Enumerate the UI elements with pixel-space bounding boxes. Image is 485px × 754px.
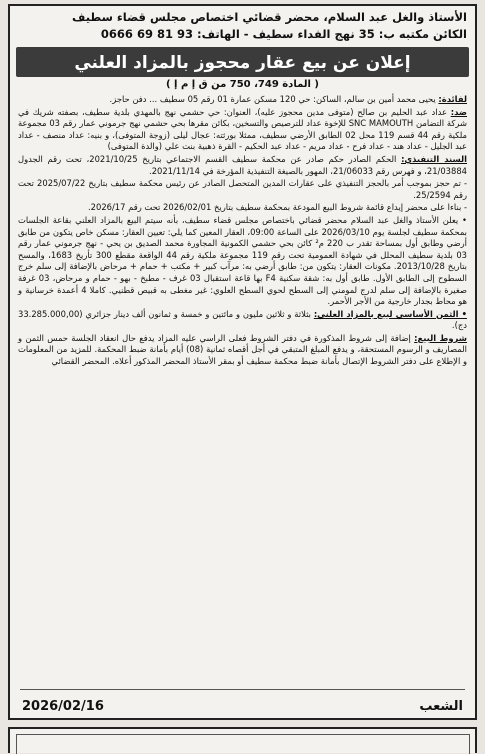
paragraph-auction-announcement — [18, 215, 467, 308]
paragraph-label: شروط البيع: — [414, 332, 467, 343]
footer — [10, 699, 475, 714]
paragraph-text: إضافة إلى شروط المذكورة في دفتر الشروط فعلى الراسي عليه المزاد يدفع حال انعقاد الجلسة حمس الثمن و المصاريف و الرسوم المستحقة، و يدفع المبلغ المتبقي في أجل أقصاه ثمانية (08) أيام بأمانة ضبط المحكمة. للمزيد من المعلومات و الإطلاع على دفتر الشروط الإتصال بأمانة ضبط محكمة سطيف أو بمقر الأستاذ المحضر المذكور أعلاه. المحضر القضائي — [18, 332, 468, 367]
paragraph-text: - تم حجز بموجب أمر بالحجز التنفيذي على عقارات المدين المتحصل الصادر عن رئيس محكمة سطيف بتاريخ 2025/07/22 تحت رقم 25/2594. — [18, 178, 468, 200]
publication-date: 2026/02/16 — [22, 699, 104, 714]
paragraph-text: • يعلن الأستاذ والغل عبد السلام محضر قضائي باختصاص مجلس قضاء سطيف، بأنه سيتم البيع بالمزاد العلني بقاعة الجلسات بمحكمة سطيف لجلسة يوم 2026/03/10 على الساعة 09:00، العقار المعين كما يلي: تعيين العقار: مسكن خاص يتكون من طابق أرضي وطابق أول بمساحة تقدر ب 220 م² كائن بحي حشمي الكمونية المجاورة محمد الصديق بن يحي - نهج جرموني عمار رقم 03 بلدية سطيف المحلل في شهادة العمومية تحت رقم 119 مجموعة ملكية رقم 44 الواقعة مقطع 300 تأريخ 1683، والمسح بتاريخ 2013/10/28. مكونات العقار: يتكون من: طابق أرضي به: مرآب كبير + مكتب + حمام + مرحاض بالإضافة إلى سلم خرج السطوح إلى الطابق الأول. طابق أول به: شقة سكنية F4 بها قاعة استقبال 03 غرف - مطبخ - بهو - حمام و مرحاض، 03 غرفة صغيرة بالإضافة إلى سلم لدرج لمومني إلى السطح لحوي السطح العلوي: غير مغطى به قبيص قطنيي. كاملا 4 أعمدة خرسانية و هو محاط بجدار خارجية من الأجر الأحمر. — [18, 214, 467, 307]
next-notice-inner-frame — [16, 734, 470, 754]
paragraph-sale-conditions — [18, 333, 467, 368]
paragraph-conditions-deposit — [18, 202, 467, 214]
bailiff-name-line: الأستاذ والغل عبد السلام، محضر قضائي اختصاص مجلس قضاء سطيف — [72, 10, 467, 24]
notice-body — [10, 90, 475, 368]
paragraph-label: السند التنفيذي: — [401, 153, 467, 164]
paragraph-text: بثلاثة و ثلاثين مليون و مائتين و خمسة و ثمانون ألف دينار جزائري (33.285.000,00 دج). — [18, 308, 467, 331]
paragraph-label: ضد: — [450, 106, 467, 117]
bailiff-address-line: الكائن مكتبه ب: 35 نهج الفداء سطيف - الهاتف: 93 81 69 0666 — [100, 27, 467, 41]
paragraph-text: يحيى محمد أمين بن سالم، الساكن: حي 120 مسكن عمارة 01 رقم 05 سطيف ... دفن حاجز. — [109, 94, 439, 104]
paragraph-text: عداد عبد الحليم بن صالح (متوفى مدين محجوز عليه)، العنوان: حي حشمي نهج بالمهدي بلدية سطيف، بصفته شريك في شركة التضامن SNC MAMOUTH للإخوة عداد للترصيص والتسخين، بكائن مقرها بحي حشمي نهج جرموني عمار رقم 03 مجموعة ملكية رقم 44 قسم 119 محل 02 الطابق الأرضي سطيف، ممثلا بورثته: عجال ليلى (زوجة المتوفى)، و بنيه: عداد منصف - عداد عبد الجليل - عداد هند - عداد فرح - عداد مريم - عداد عبد الحكيم - القرة ذهبية بنت علي (والدة المتوفى) — [18, 106, 467, 152]
bailiff-header — [10, 6, 475, 45]
notice-sheet — [8, 4, 477, 720]
newspaper-name: الشعب — [419, 699, 463, 714]
notice-subtitle: ( المادة 749، 750 من ق إ م إ ) — [165, 79, 320, 90]
paragraph-text: الحكم الصادر حكم صادر عن محكمة سطيف القسم الاجتماعي بتاريخ 2021/10/25، تحت رقم الجدول 21/03884، و فهرس رقم 21/06033، المهور بالصيغة التنفيذية المؤرخة في 2021/11/14. — [18, 153, 467, 176]
footer-divider — [20, 689, 465, 690]
paragraph-beneficiary — [18, 94, 467, 106]
paragraph-text: - بناءا على محضر إيداع قائمة شروط البيع المودعة بمحكمة سطيف بتاريخ 2026/02/01 تحت رقم 2026/17. — [88, 202, 467, 213]
paragraph-seizure-order — [18, 178, 467, 201]
notice-title: إعلان عن بيع عقار محجوز بالمزاد العلني — [16, 47, 469, 77]
paragraph-executive-title — [18, 154, 467, 177]
paragraph-label: • الثمن الأساسي لبيع بالمزاد العلني: — [313, 308, 467, 319]
paragraph-label: لفائدة: — [438, 94, 467, 104]
paragraph-base-price — [18, 309, 467, 332]
paragraph-against — [18, 107, 467, 153]
